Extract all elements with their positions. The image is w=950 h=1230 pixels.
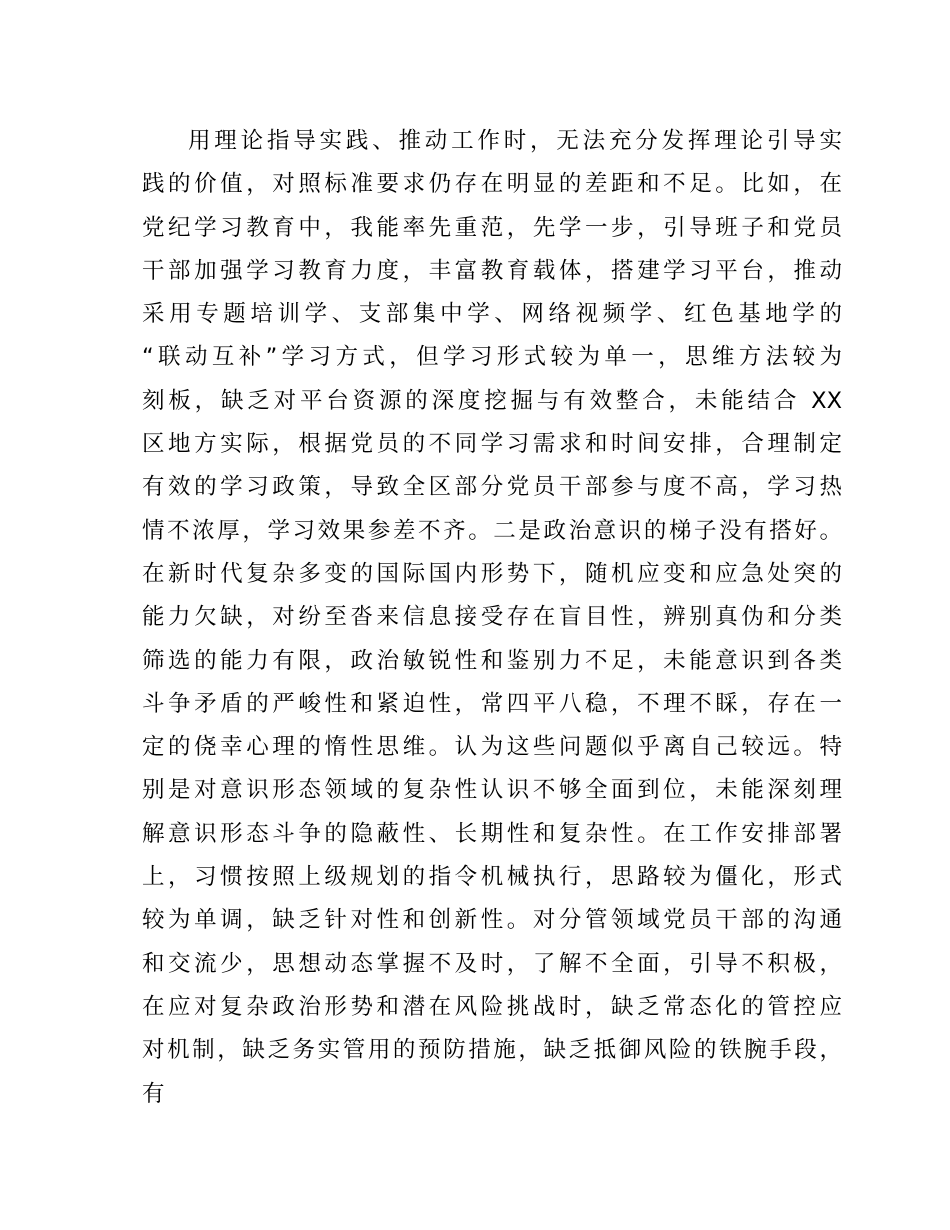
- text-line-5: 采用专题培训学、支部集中学、网络视频学、红色基地学的: [142, 301, 842, 328]
- text-line-12: 能力欠缺，对纷至沓来信息接受存在盲目性，辨别真伪和分类: [142, 604, 842, 631]
- text-line-16: 别是对意识形态领域的复杂性认识不够全面到位，未能深刻理: [142, 777, 842, 804]
- text-line-13: 筛选的能力有限，政治敏锐性和鉴别力不足，未能意识到各类: [142, 647, 842, 674]
- text-line-17: 解意识形态斗争的隐蔽性、长期性和复杂性。在工作安排部署: [142, 820, 842, 847]
- text-line-11: 在新时代复杂多变的国际国内形势下，随机应变和应急处突的: [142, 560, 842, 587]
- text-line-15: 定的侥幸心理的惰性思维。认为这些问题似乎离自己较远。特: [142, 734, 842, 761]
- text-line-18: 上，习惯按照上级规划的指令机械执行，思路较为僵化，形式: [142, 864, 842, 891]
- text-line-2: 践的价值，对照标准要求仍存在明显的差距和不足。比如，在: [142, 171, 842, 198]
- text-line-20: 和交流少，思想动态掌握不及时，了解不全面，引导不积极，: [142, 950, 842, 977]
- text-line-10: 情不浓厚，学习效果参差不齐。二是政治意识的梯子没有搭好。: [142, 517, 842, 544]
- text-line-1: 用理论指导实践、推动工作时，无法充分发挥理论引导实: [188, 128, 842, 154]
- text-line-21: 在应对复杂政治形势和潜在风险挑战时，缺乏常态化的管控应: [142, 993, 842, 1020]
- text-line-8: 区地方实际，根据党员的不同学习需求和时间安排，合理制定: [142, 431, 842, 458]
- body-paragraph: [142, 120, 842, 1116]
- text-line-19: 较为单调，缺乏针对性和创新性。对分管领域党员干部的沟通: [142, 907, 842, 934]
- text-line-9: 有效的学习政策，导致全区部分党员干部参与度不高，学习热: [142, 474, 842, 501]
- text-line-3: 党纪学习教育中，我能率先重范，先学一步，引导班子和党员: [142, 214, 842, 241]
- text-line-6: “联动互补”学习方式，但学习形式较为单一，思维方法较为: [142, 344, 842, 371]
- text-line-14: 斗争矛盾的严峻性和紧迫性，常四平八稳，不理不睬，存在一: [142, 690, 842, 717]
- text-line-7: 刻板，缺乏对平台资源的深度挖掘与有效整合，未能结合 XX: [142, 387, 842, 414]
- text-line-4: 干部加强学习教育力度，丰富教育载体，搭建学习平台，推动: [142, 257, 842, 284]
- text-line-22: 对机制，缺乏务实管用的预防措施，缺乏抵御风险的铁腕手段，: [142, 1037, 842, 1064]
- text-line-23: 有: [142, 1080, 165, 1107]
